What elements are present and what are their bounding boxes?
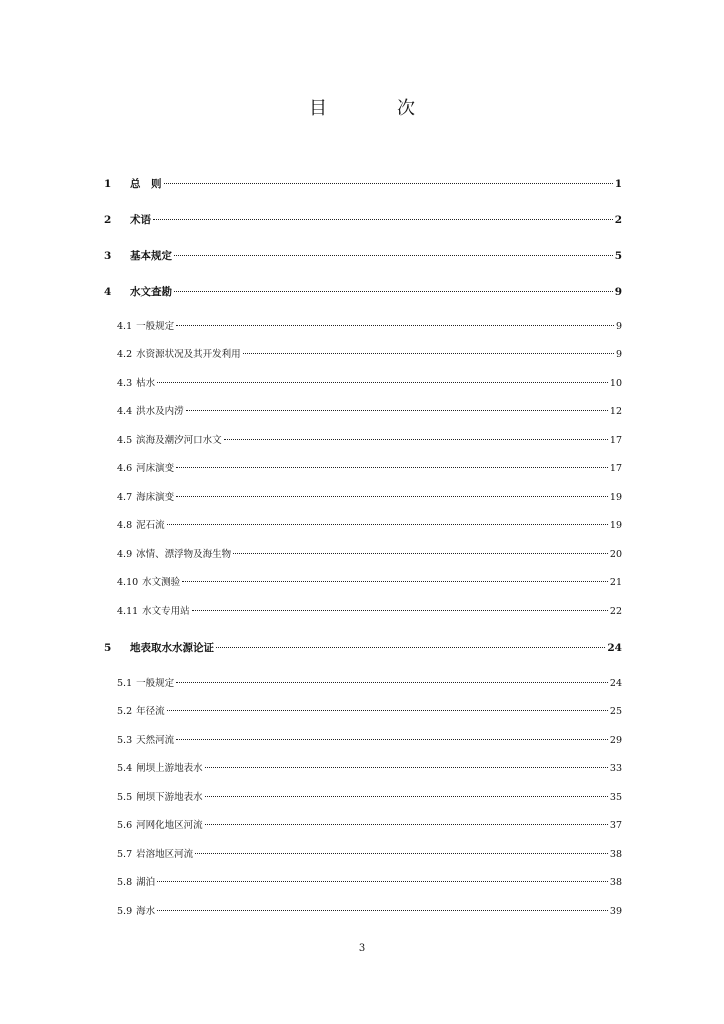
section-title: 水文测验 <box>142 577 181 588</box>
page-ref: 22 <box>609 606 622 617</box>
dot-leader <box>243 352 614 354</box>
section-number: 4.4 <box>117 406 133 417</box>
toc-section-5-1[interactable] <box>117 676 622 692</box>
dot-leader <box>216 646 605 648</box>
toc-section-5-5[interactable] <box>117 790 622 806</box>
section-number: 4.11 <box>117 606 139 617</box>
chapter-title: 水文查勘 <box>130 286 172 298</box>
section-number: 4.3 <box>117 378 133 389</box>
page-ref: 29 <box>609 735 622 746</box>
section-title: 枯水 <box>136 378 156 389</box>
page-ref: 19 <box>609 492 622 503</box>
section-title: 洪水及内涝 <box>136 406 184 417</box>
section-number: 4.6 <box>117 463 133 474</box>
section-title: 天然河流 <box>136 735 175 746</box>
section-number: 5.8 <box>117 877 133 888</box>
section-title: 闸坝上游地表水 <box>136 763 203 774</box>
dot-leader <box>224 438 608 440</box>
page-ref: 39 <box>609 906 622 917</box>
toc-section-5-6[interactable] <box>117 818 622 834</box>
dot-leader <box>176 495 608 497</box>
page-ref: 33 <box>609 763 622 774</box>
dot-leader <box>157 381 608 383</box>
page-ref: 2 <box>614 214 622 226</box>
toc-chapter-4[interactable] <box>104 284 622 300</box>
dot-leader <box>205 823 608 825</box>
toc-section-4-3[interactable] <box>117 376 622 392</box>
page-ref: 24 <box>609 678 622 689</box>
section-title: 泥石流 <box>136 520 165 531</box>
toc-section-4-11[interactable] <box>117 604 622 620</box>
toc-chapter-3[interactable] <box>104 248 622 264</box>
dot-leader <box>157 880 608 882</box>
section-title: 水文专用站 <box>142 606 190 617</box>
section-number: 5.3 <box>117 735 133 746</box>
dot-leader <box>167 523 608 525</box>
dot-leader <box>233 552 608 554</box>
page-ref: 21 <box>609 577 622 588</box>
dot-leader <box>186 409 608 411</box>
section-title: 闸坝下游地表水 <box>136 792 203 803</box>
page-ref: 9 <box>615 321 622 332</box>
page-ref: 5 <box>614 250 622 262</box>
page-ref: 38 <box>609 849 622 860</box>
dot-leader <box>174 290 613 292</box>
page-ref: 37 <box>609 820 622 831</box>
dot-leader <box>176 466 608 468</box>
dot-leader <box>182 580 608 582</box>
dot-leader <box>205 766 608 768</box>
section-title: 湖泊 <box>136 877 156 888</box>
toc-section-5-4[interactable] <box>117 761 622 777</box>
dot-leader <box>164 182 613 184</box>
page-ref: 12 <box>609 406 622 417</box>
section-title: 一般规定 <box>136 321 175 332</box>
toc-section-4-9[interactable] <box>117 547 622 563</box>
dot-leader <box>167 709 608 711</box>
section-number: 4.1 <box>117 321 133 332</box>
page-ref: 35 <box>609 792 622 803</box>
dot-leader <box>195 852 608 854</box>
chapter-title: 术语 <box>130 214 151 226</box>
toc-chapter-5[interactable] <box>104 640 622 656</box>
toc-section-4-1[interactable] <box>117 319 622 335</box>
section-title: 岩溶地区河流 <box>136 849 194 860</box>
page-ref: 17 <box>609 435 622 446</box>
page-ref: 17 <box>609 463 622 474</box>
toc-section-4-6[interactable] <box>117 461 622 477</box>
section-title: 滨海及潮汐河口水文 <box>136 435 222 446</box>
section-title: 海床演变 <box>136 492 175 503</box>
toc-chapter-1[interactable] <box>104 176 622 192</box>
toc-section-4-8[interactable] <box>117 518 622 534</box>
dot-leader <box>192 609 608 611</box>
toc-section-5-9[interactable] <box>117 904 622 920</box>
section-number: 5.5 <box>117 792 133 803</box>
toc-section-5-2[interactable] <box>117 704 622 720</box>
page-ref: 20 <box>609 549 622 560</box>
section-number: 4.5 <box>117 435 133 446</box>
chapter-number: 3 <box>104 250 112 262</box>
chapter-number: 4 <box>104 286 112 298</box>
toc-section-5-3[interactable] <box>117 733 622 749</box>
page-ref: 38 <box>609 877 622 888</box>
dot-leader <box>157 909 608 911</box>
page-ref: 9 <box>614 286 622 298</box>
section-number: 4.10 <box>117 577 139 588</box>
page-ref: 19 <box>609 520 622 531</box>
section-number: 4.8 <box>117 520 133 531</box>
section-number: 5.1 <box>117 678 133 689</box>
toc-section-4-7[interactable] <box>117 490 622 506</box>
chapter-title: 地表取水水源论证 <box>130 642 214 654</box>
toc-section-4-10[interactable] <box>117 575 622 591</box>
section-number: 5.6 <box>117 820 133 831</box>
toc-section-4-2[interactable] <box>117 347 622 363</box>
section-number: 5.2 <box>117 706 133 717</box>
section-title: 海水 <box>136 906 156 917</box>
chapter-title: 基本规定 <box>130 250 172 262</box>
dot-leader <box>176 738 608 740</box>
chapter-title: 总 则 <box>130 178 162 190</box>
section-title: 河网化地区河流 <box>136 820 203 831</box>
page-ref: 25 <box>609 706 622 717</box>
section-number: 5.7 <box>117 849 133 860</box>
dot-leader <box>205 795 608 797</box>
section-title: 冰情、漂浮物及海生物 <box>136 549 232 560</box>
dot-leader <box>176 324 614 326</box>
toc-section-5-7[interactable] <box>117 847 622 863</box>
page-ref: 24 <box>607 642 622 654</box>
section-number: 4.7 <box>117 492 133 503</box>
toc-section-4-4[interactable] <box>117 404 622 420</box>
section-number: 5.9 <box>117 906 133 917</box>
section-title: 年径流 <box>136 706 165 717</box>
section-number: 5.4 <box>117 763 133 774</box>
page-ref: 10 <box>609 378 622 389</box>
page-ref: 9 <box>615 349 622 360</box>
toc-chapter-2[interactable] <box>104 212 622 228</box>
chapter-number: 5 <box>104 642 112 654</box>
section-number: 4.2 <box>117 349 133 360</box>
dot-leader <box>174 254 613 256</box>
page-ref: 1 <box>614 178 622 190</box>
dot-leader <box>176 681 608 683</box>
section-number: 4.9 <box>117 549 133 560</box>
chapter-number: 1 <box>104 178 112 190</box>
section-title: 水资源状况及其开发利用 <box>136 349 241 360</box>
dot-leader <box>153 218 613 220</box>
chapter-number: 2 <box>104 214 112 226</box>
page-number: 3 <box>358 943 366 954</box>
toc-title: 目 次 <box>309 98 441 119</box>
toc-section-4-5[interactable] <box>117 433 622 449</box>
section-title: 一般规定 <box>136 678 175 689</box>
section-title: 河床演变 <box>136 463 175 474</box>
toc-section-5-8[interactable] <box>117 875 622 891</box>
